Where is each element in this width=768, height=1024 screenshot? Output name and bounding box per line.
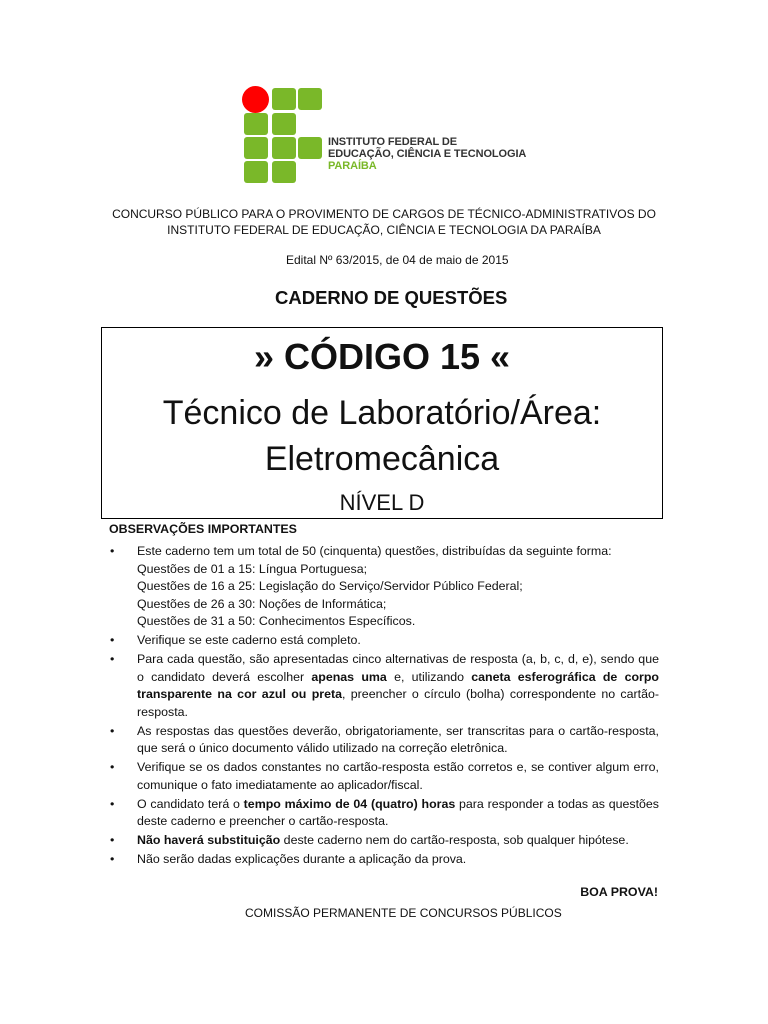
logo-square [244, 161, 268, 183]
sub-item: Questões de 01 a 15: Língua Portuguesa; [137, 561, 368, 576]
item-bold-text: Não haverá substituição [137, 833, 281, 847]
item-text: Para cada questão, são apresentadas cinco alternativas de resposta (a, b, c, d, e), sendo que o candidato deverá escolher [137, 652, 659, 684]
logo-line3: PARAÍBA [328, 160, 377, 172]
exam-code-box [101, 327, 663, 519]
contest-line1: CONCURSO PÚBLICO PARA O PROVIMENTO DE CARGOS DE TÉCNICO-ADMINISTRATIVOS DO [112, 207, 656, 221]
observations-list [109, 543, 659, 870]
list-item [109, 543, 659, 631]
item-text: Verifique se este caderno está completo. [137, 633, 361, 647]
caderno-title: CADERNO DE QUESTÕES [275, 287, 508, 308]
item-text: para responder a todas as questões deste caderno e preencher o cartão-resposta. [137, 796, 660, 828]
logo-square [272, 161, 296, 183]
position-title [102, 390, 662, 482]
level-label: NÍVEL D [339, 490, 425, 515]
item-bold-text: apenas uma [311, 669, 387, 684]
bullet-icon: • [110, 760, 115, 774]
logo-square [244, 137, 268, 159]
item-bold-text: tempo máximo de 04 (quatro) horas [243, 796, 456, 811]
list-item [109, 851, 659, 869]
item-text: e, utilizando [386, 669, 472, 684]
bullet-icon: • [110, 652, 115, 666]
contest-line2: INSTITUTO FEDERAL DE EDUCAÇÃO, CIÊNCIA E TECNOLOGIA DA PARAÍBA [167, 223, 601, 237]
bullet-icon: • [110, 723, 115, 738]
edital-line: Edital Nº 63/2015, de 04 de maio de 2015 [286, 253, 509, 267]
item-text: O candidato terá o [137, 796, 244, 811]
sub-item: Questões de 31 a 50: Conhecimentos Específicos. [137, 614, 416, 628]
bullet-icon: • [110, 852, 115, 866]
commission-text: COMISSÃO PERMANENTE DE CONCURSOS PÚBLICOS [245, 906, 562, 920]
position-line2: Eletromecânica [264, 440, 500, 478]
logo-square [272, 88, 296, 110]
exam-code: » CÓDIGO 15 « [253, 336, 511, 377]
logo-text [328, 136, 526, 172]
item-text: As respostas das questões deverão, obrigatoriamente, ser transcritas para o cartão-resposta, que será o único documento válido utilizado na correção eletrônica. [137, 723, 659, 755]
institute-logo [242, 86, 542, 186]
logo-line2: EDUCAÇÃO, CIÊNCIA E TECNOLOGIA [328, 148, 527, 160]
bullet-icon: • [110, 833, 115, 847]
logo-line1: INSTITUTO FEDERAL DE [328, 136, 457, 148]
logo-square [298, 88, 322, 110]
logo-red-circle [242, 86, 269, 113]
logo-square [272, 113, 296, 135]
bullet-icon: • [110, 796, 115, 811]
logo-square [244, 113, 268, 135]
list-item [109, 796, 659, 831]
item-text: deste caderno nem do cartão-resposta, sob qualquer hipótese. [280, 833, 629, 847]
good-luck-text: BOA PROVA! [580, 885, 658, 899]
list-item [109, 832, 659, 850]
logo-square [298, 137, 322, 159]
bullet-icon: • [110, 544, 115, 558]
list-item [109, 651, 659, 721]
sub-item: Questões de 26 a 30: Noções de Informática; [137, 596, 387, 611]
logo-square [272, 137, 296, 159]
list-item [109, 723, 659, 758]
item-text: Verifique se os dados constantes no cartão-resposta estão corretos e, se contiver algum erro, comunique o fato imediatamente ao aplicador/fiscal. [137, 760, 659, 792]
contest-title [0, 206, 768, 238]
item-text: , preencher o círculo (bolha) correspondente no cartão-resposta. [137, 687, 659, 719]
sub-item: Questões de 16 a 25: Legislação do Serviço/Servidor Público Federal; [137, 579, 523, 593]
item-text: Este caderno tem um total de 50 (cinquenta) questões, distribuídas da seguinte forma: [137, 544, 612, 558]
bullet-icon: • [110, 633, 115, 647]
item-text: Não serão dadas explicações durante a aplicação da prova. [137, 852, 467, 866]
item-bold-text: caneta esferográfica de corpo transparente na cor azul ou preta [137, 669, 659, 701]
list-item [109, 759, 659, 794]
position-line1: Técnico de Laboratório/Área: [162, 394, 602, 432]
list-item [109, 632, 659, 650]
observations-title: OBSERVAÇÕES IMPORTANTES [109, 522, 297, 536]
